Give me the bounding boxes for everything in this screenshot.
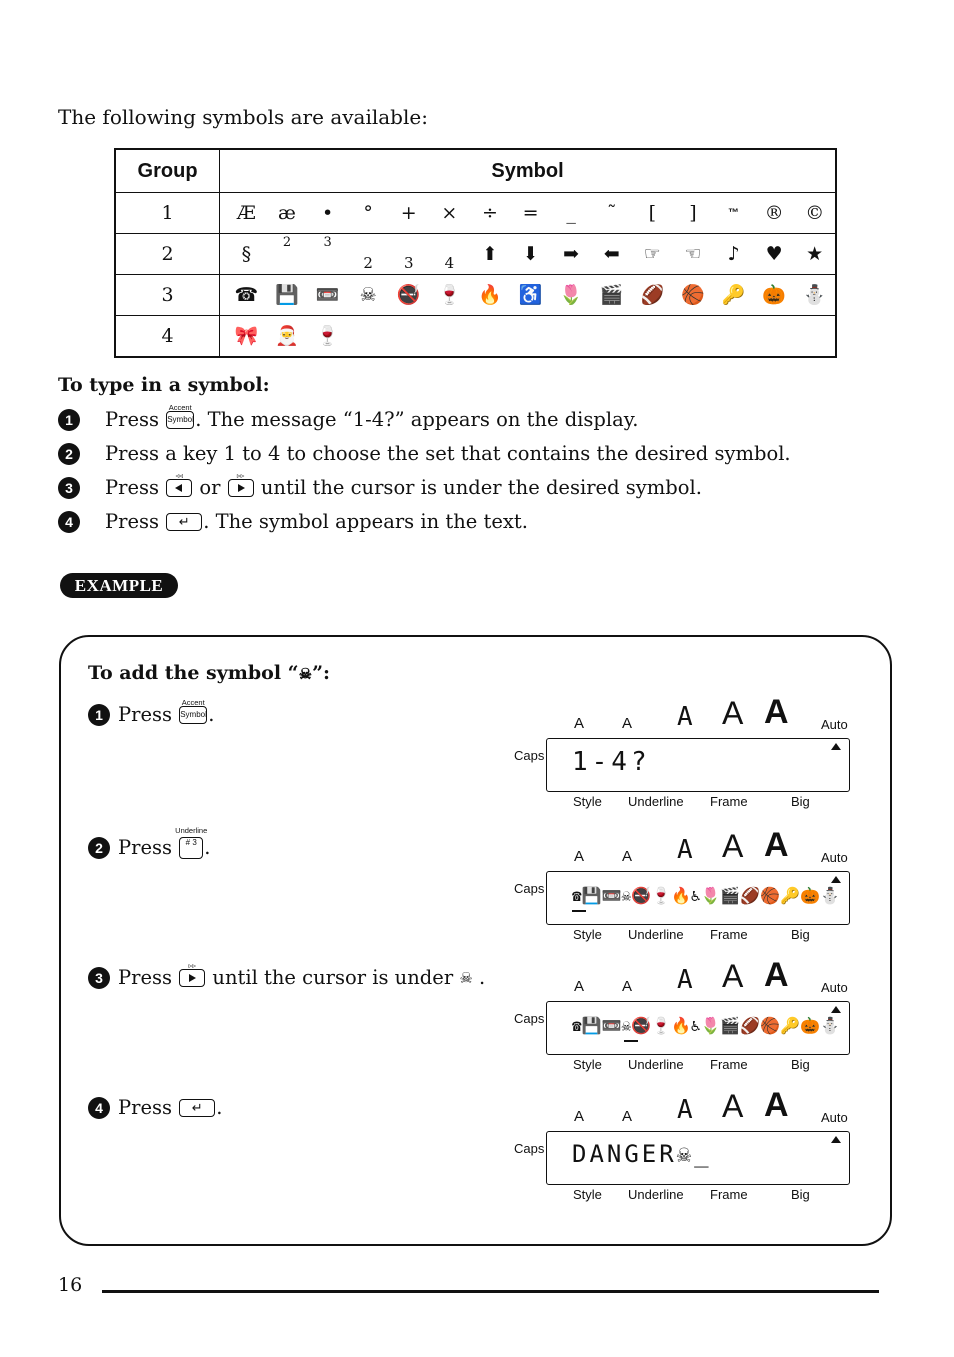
cursor (572, 910, 586, 912)
step-text: . (479, 966, 486, 989)
example-step-2 (88, 825, 211, 859)
lcd-display-3: A A A A A Auto Caps ☎💾📼☠🚭🍷🔥♿🌷🎬🏈🏀🔑🎃⛄ Style Underline Frame Big (514, 967, 854, 1087)
table-row (115, 275, 836, 316)
no-smoking-icon: 🚭 (396, 284, 421, 306)
step-text: Press a key 1 to 4 to choose the set that contains the desired symbol. (105, 442, 791, 465)
step-text: or (199, 476, 221, 499)
wheelchair-icon: ♿ (518, 284, 543, 306)
symbol-table (114, 148, 837, 358)
group-cell: 2 (115, 234, 220, 275)
lcd-text: ☎💾📼☠🚭🍷🔥♿🌷🎬🏈🏀🔑🎃⛄ (572, 886, 840, 905)
symbol-key-icon: Accent Symbol (166, 411, 194, 429)
symbol: × (441, 202, 458, 224)
pumpkin-icon: 🎃 (762, 284, 786, 306)
group-cell: 1 (115, 193, 220, 234)
lcd-indicators: A A A A A Auto (574, 693, 848, 732)
step-number: 3 (58, 477, 80, 499)
caps-indicator: Caps (514, 1141, 545, 1156)
enter-key-icon: ↵ (166, 513, 202, 531)
instruction-step-1 (58, 402, 639, 431)
symbol: ® (764, 202, 784, 224)
symbol: § (241, 243, 252, 265)
lcd-display-1: A A A A A Auto Caps 1-4? Style Underline Frame Big (514, 704, 854, 824)
instruction-step-2 (58, 442, 791, 465)
step-number: 3 (88, 967, 110, 989)
symbol: ÷ (481, 202, 498, 224)
lcd-indicators: A A A A A Auto (574, 826, 848, 865)
step-number: 2 (58, 443, 80, 465)
symbol: _ (566, 202, 576, 224)
step-text: Press (105, 408, 159, 431)
lcd-screen (546, 871, 850, 925)
basketball-icon: 🏀 (681, 284, 705, 306)
goblet-icon: 🍷 (315, 325, 340, 347)
page-number: 16 (58, 1274, 83, 1296)
step-text: Press (118, 836, 172, 859)
caps-indicator: Caps (514, 881, 545, 896)
step-number: 1 (88, 704, 110, 726)
caps-indicator: Caps (514, 1011, 545, 1026)
symbol-list (220, 316, 835, 356)
symbol: ☜ (684, 243, 702, 265)
symbol: © (805, 202, 825, 224)
football-icon: 🏈 (640, 284, 665, 306)
example-step-1 (88, 697, 215, 726)
example-step-4 (88, 1096, 222, 1119)
example-title: To add the symbol “☠”: (88, 662, 331, 684)
step-text: . The symbol appears in the text. (203, 510, 528, 533)
symbol: + (400, 202, 417, 224)
lcd-indicators: A A A A A Auto (574, 956, 848, 995)
group-header: Group (115, 149, 220, 193)
group-cell: 4 (115, 316, 220, 358)
step-text: until the cursor is under (212, 966, 454, 989)
telephone-icon: ☎ (234, 284, 259, 306)
key-icon: 🔑 (721, 284, 746, 306)
symbol: ™ (728, 207, 740, 219)
floppy-disk-icon: 💾 (275, 284, 299, 306)
step-text: . (204, 836, 211, 859)
auto-arrow-icon (831, 876, 841, 883)
skull-crossbones-icon: ☠ (459, 968, 473, 987)
left-arrow-key-icon: ◃◃ (166, 479, 192, 497)
symbol: 2 (363, 254, 373, 272)
instructions-heading: To type in a symbol: (58, 374, 270, 396)
symbol: ° (363, 202, 373, 224)
instruction-step-4 (58, 510, 528, 533)
lcd-text: DANGER☠_ (572, 1140, 712, 1168)
clapperboard-icon: 🎬 (599, 284, 624, 306)
symbol-list (220, 234, 835, 274)
symbol: ⬆ (481, 243, 498, 265)
step-text: Press (105, 510, 159, 533)
three-key-icon: Underline # 3 (179, 837, 203, 859)
symbol: ★ (806, 243, 824, 265)
symbol: ☞ (643, 243, 661, 265)
cassette-icon: 📼 (315, 284, 340, 306)
lcd-screen (546, 738, 850, 792)
fire-icon: 🔥 (478, 284, 502, 306)
step-text: until the cursor is under the desired symbol. (260, 476, 702, 499)
symbol-list (220, 275, 835, 315)
step-text: . (216, 1096, 223, 1119)
right-arrow-key-icon: ▹▹ (179, 969, 205, 987)
symbol: 3 (403, 254, 414, 272)
intro-text: The following symbols are available: (58, 105, 428, 129)
skull-crossbones-icon: ☠ (298, 665, 313, 683)
table-row (115, 234, 836, 275)
step-text: Press (105, 476, 159, 499)
table-row (115, 316, 836, 358)
right-arrow-key-icon: ▹▹ (228, 479, 254, 497)
santa-icon: 🎅 (275, 325, 299, 347)
lcd-text: ☎💾📼☠🚭🍷🔥♿🌷🎬🏈🏀🔑🎃⛄ (572, 1016, 840, 1035)
symbol: ⬅ (603, 243, 620, 265)
lcd-display-2: A A A A A Auto Caps ☎💾📼☠🚭🍷🔥♿🌷🎬🏈🏀🔑🎃⛄ Style Underline Frame Big (514, 837, 854, 957)
symbol: ⬇ (522, 243, 539, 265)
lcd-text: 1-4? (572, 747, 651, 777)
bow-icon: 🎀 (234, 325, 259, 347)
enter-key-icon: ↵ (179, 1099, 215, 1117)
table-row (115, 193, 836, 234)
step-text: Press (118, 966, 172, 989)
symbol: 4 (444, 254, 455, 272)
cursor (624, 1040, 638, 1042)
auto-arrow-icon (831, 743, 841, 750)
lcd-screen (546, 1001, 850, 1055)
auto-arrow-icon (831, 1136, 841, 1143)
symbol: ] (689, 202, 697, 224)
snowman-icon: ⛄ (802, 284, 827, 306)
instruction-step-3 (58, 470, 702, 499)
step-number: 4 (58, 511, 80, 533)
symbol-key-icon: Accent Symbol (179, 706, 207, 724)
caps-indicator: Caps (514, 748, 545, 763)
symbol: ♥ (765, 243, 783, 265)
symbol: Æ (236, 202, 256, 224)
step-number: 1 (58, 409, 80, 431)
step-text: Press (118, 703, 172, 726)
symbol: æ (278, 202, 296, 224)
symbol: [ (648, 202, 657, 224)
auto-arrow-icon (831, 1006, 841, 1013)
symbol-header: Symbol (220, 149, 836, 193)
wine-glass-icon: 🍷 (437, 284, 462, 306)
footer-rule (102, 1290, 879, 1293)
symbol: ➡ (563, 243, 580, 265)
symbol: 2 (282, 235, 292, 250)
example-step-3 (88, 960, 486, 989)
symbol: ˜ (606, 202, 617, 224)
step-number: 2 (88, 837, 110, 859)
step-number: 4 (88, 1097, 110, 1119)
lcd-screen (546, 1131, 850, 1185)
symbol: 3 (323, 235, 332, 250)
step-text: . The message “1-4?” appears on the display. (195, 408, 639, 431)
lcd-display-4: A A A A A Auto Caps DANGER☠_ Style Underline Frame Big (514, 1097, 854, 1217)
example-badge: EXAMPLE (60, 573, 178, 598)
step-text: Press (118, 1096, 172, 1119)
lcd-indicators: A A A A A Auto (574, 1086, 848, 1125)
symbol-list (220, 193, 835, 233)
symbol: ♪ (727, 243, 740, 265)
flower-icon: 🌷 (559, 284, 583, 306)
step-text: . (208, 703, 215, 726)
symbol: = (522, 202, 539, 224)
symbol: • (321, 202, 334, 224)
skull-crossbones-icon: ☠ (359, 284, 377, 306)
group-cell: 3 (115, 275, 220, 316)
